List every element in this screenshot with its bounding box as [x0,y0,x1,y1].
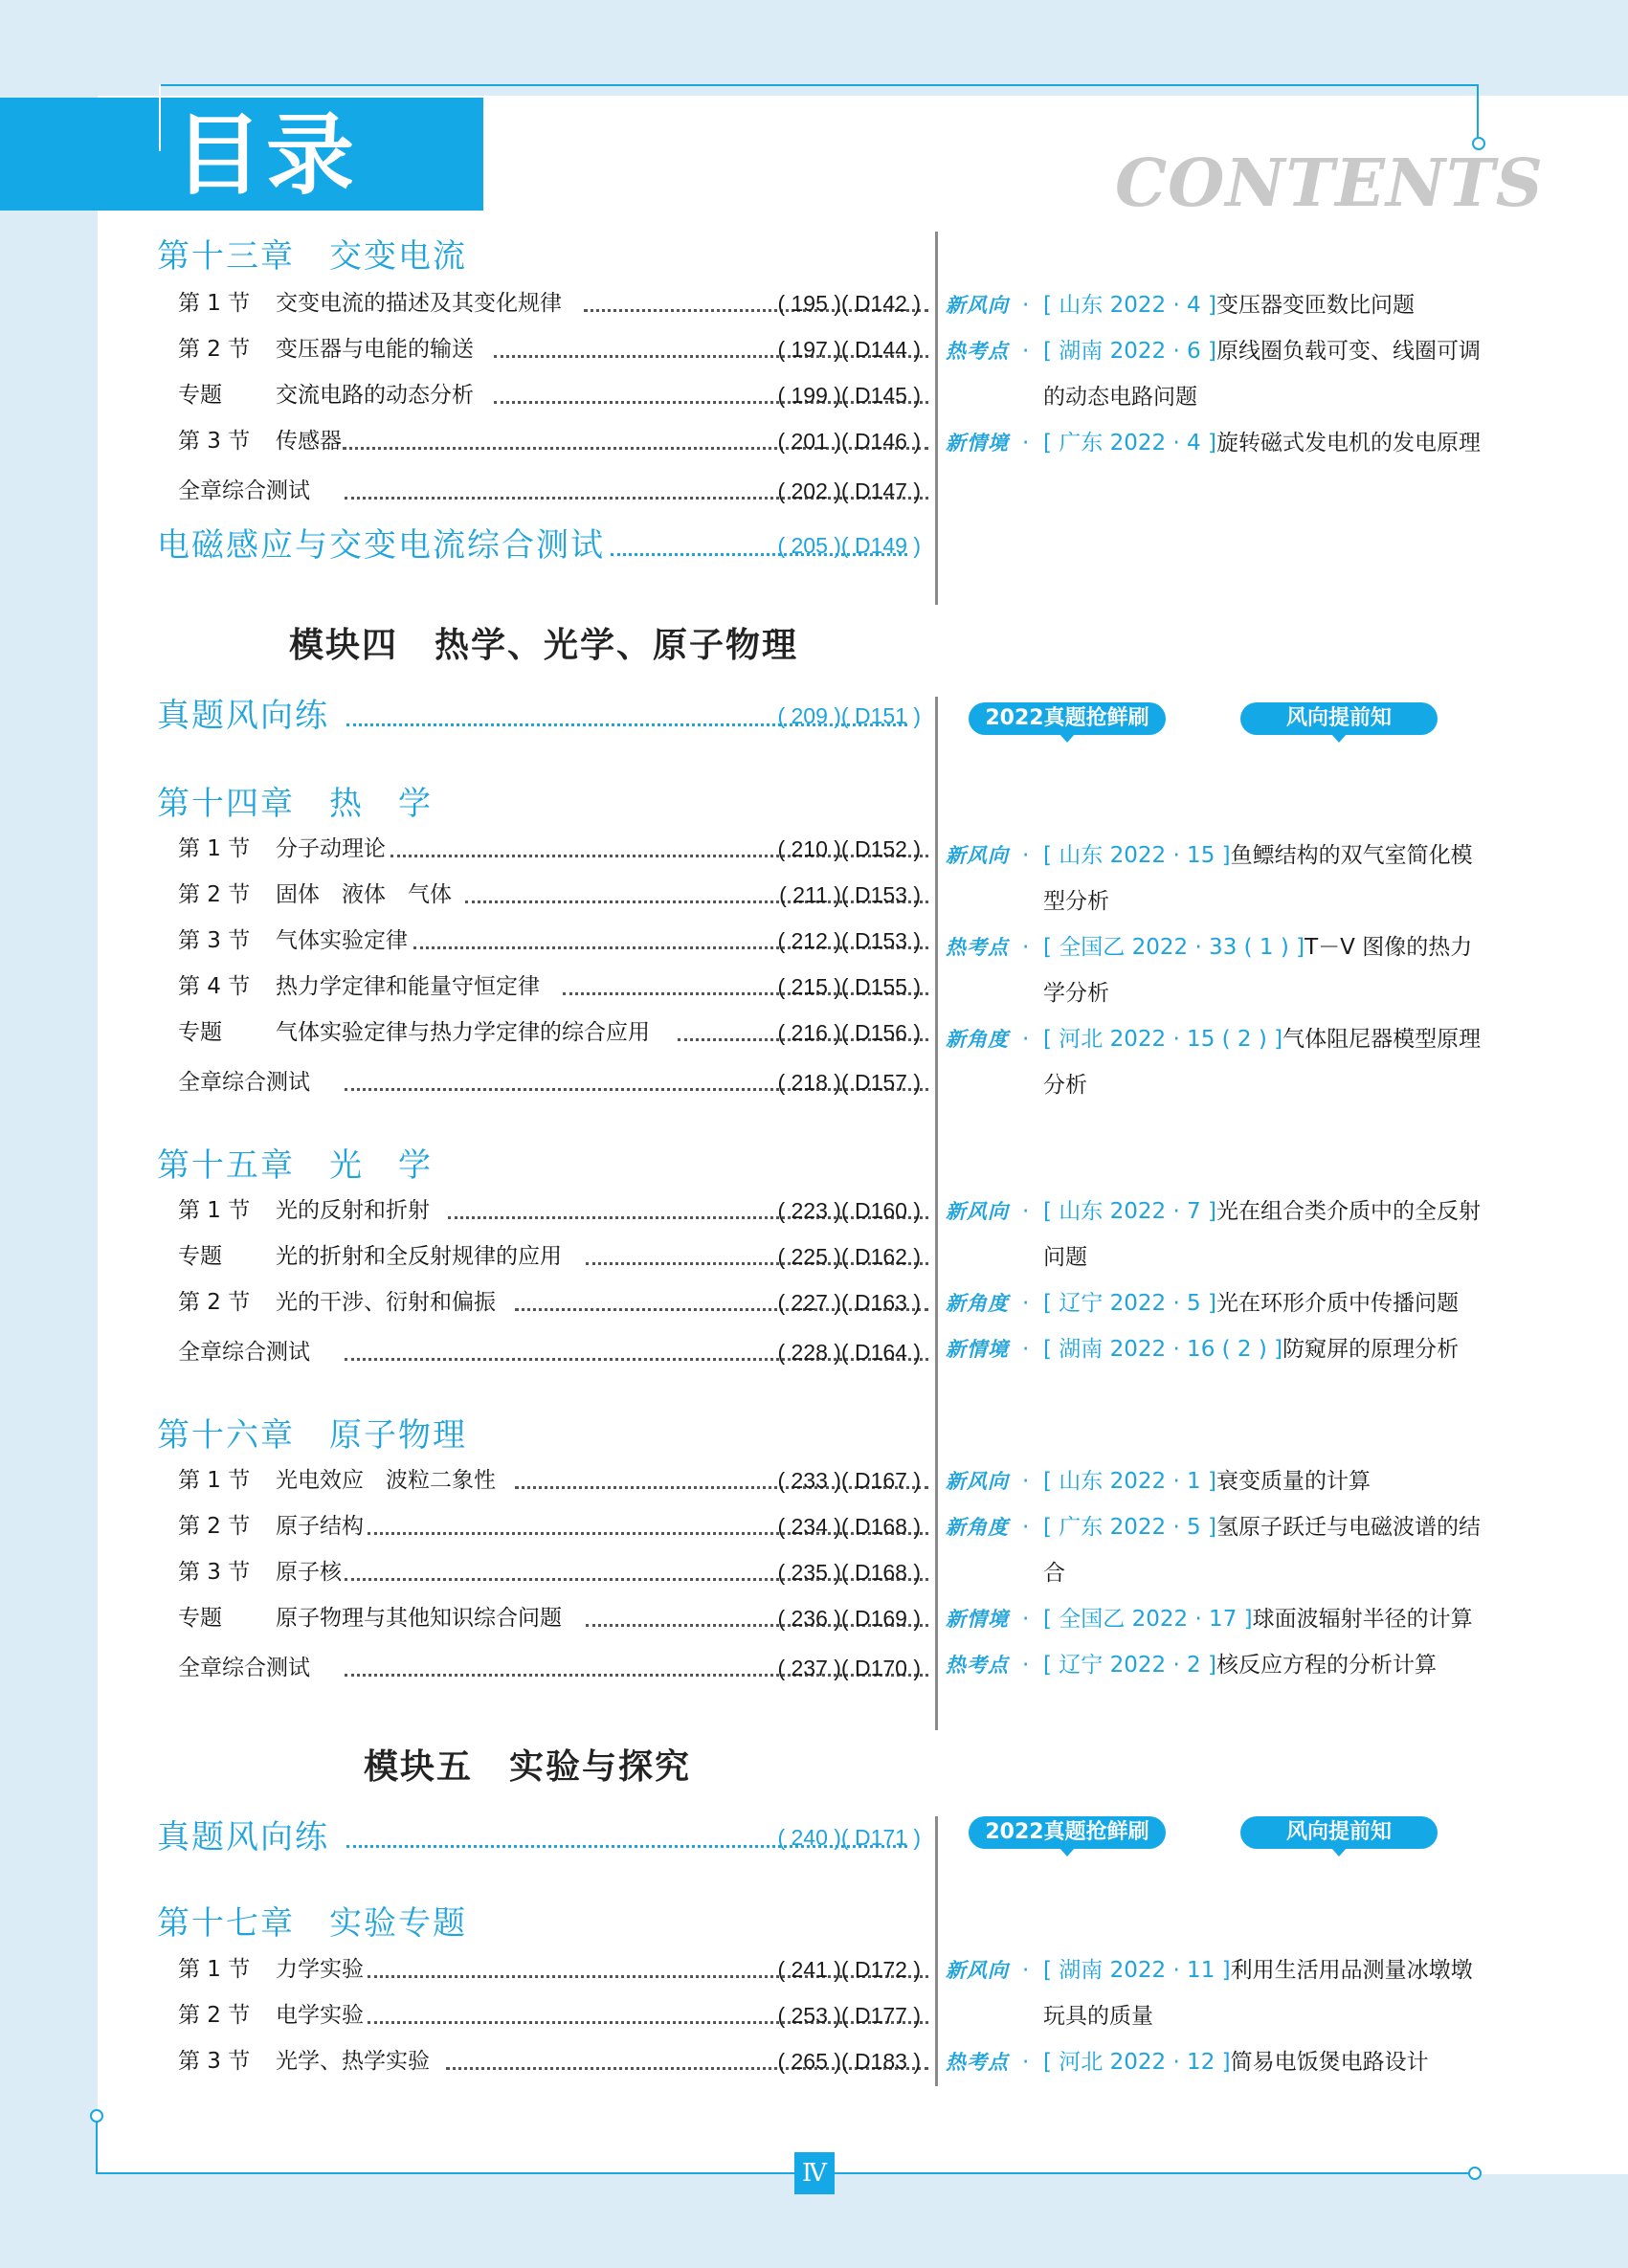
entry-pages: ( 253 )( D177 ) [777,2003,921,2028]
entry-title: 原子结构 [276,1514,364,1539]
entry-label: 第 2 节 [178,2003,251,2028]
toc-entry[interactable] [178,923,921,958]
note-item [946,420,1482,512]
note-source: [ 河北 2022 · 15 ( 2 ) ] [1043,1027,1283,1052]
note-bullet: · [1022,1291,1030,1316]
note-text: 光在组合类介质中的全反射问题 [1043,1199,1481,1270]
entry-pages: ( 228 )( D164 ) [777,1340,921,1365]
note-source: [ 湖南 2022 · 11 ] [1043,1958,1231,1983]
pill-fresh-exam: 2022真题抢鲜刷 [969,702,1166,735]
entry-label: 第 3 节 [178,429,251,454]
entry-label: 全章综合测试 [178,1656,310,1680]
entry-pages: ( 241 )( D172 ) [777,1957,921,1982]
entry-pages: ( 223 )( D160 ) [777,1198,921,1223]
entry-label: 专题 [178,1606,222,1631]
note-text: 简易电饭煲电路设计 [1230,2050,1429,2075]
entry-label: 第 3 节 [178,928,251,953]
entry-title: 交变电流的描述及其变化规律 [276,291,562,316]
contents-wordmark: CONTENTS [1115,145,1544,222]
note-text: 光在环形介质中传播问题 [1215,1291,1459,1316]
entry-label: 第 1 节 [178,1468,251,1493]
entry-pages: ( 218 )( D157 ) [777,1070,921,1095]
entry-title: 分子动理论 [276,836,386,861]
note-bullet: · [1022,2050,1030,2075]
note-item [946,1280,1482,1326]
note-text: 原线圈负载可变、线圈可调的动态电路问题 [1043,339,1481,410]
page-title: 目录 [174,104,359,207]
entry-title: 原子物理与其他知识综合问题 [276,1606,562,1631]
entry-title: 光的折射和全反射规律的应用 [276,1244,562,1269]
note-bullet: · [1022,843,1030,868]
entry-title: 力学实验 [276,1957,364,1982]
toc-entry[interactable] [157,1816,921,1858]
note-text: 利用生活用品测量冰墩墩玩具的质量 [1043,1958,1473,2029]
note-source: [ 湖南 2022 · 16 ( 2 ) ] [1043,1337,1283,1362]
note-bullet: · [1022,1515,1030,1540]
note-tag: 新角度 [946,1028,1009,1051]
note-source: [ 湖南 2022 · 6 ] [1043,339,1216,364]
entry-pages: ( 240 )( D171 ) [777,1825,921,1850]
note-text: 鱼鳔结构的双气室简化模型分析 [1043,843,1473,914]
entry-label: 第 1 节 [178,1198,251,1223]
toc-entry[interactable] [178,1952,921,1987]
entry-title: 光学、热学实验 [276,2049,430,2074]
entry-title: 真题风向练 [157,1818,329,1857]
chapter-title: 第十七章 实验专题 [157,1904,467,1943]
note-tag: 新情境 [946,1608,1009,1631]
entry-pages: ( 225 )( D162 ) [777,1244,921,1269]
toc-entry[interactable] [178,1463,921,1498]
note-tag: 热考点 [946,1654,1009,1677]
toc-entry[interactable] [178,474,921,508]
entry-title: 热力学定律和能量守恒定律 [276,974,540,999]
note-item [946,924,1482,1016]
toc-entry[interactable] [178,1335,921,1369]
toc-entry[interactable] [178,1601,921,1635]
note-text: 衰变质量的计算 [1215,1469,1371,1494]
column-divider [935,232,938,605]
frame-left-line [96,2119,98,2174]
note-item [946,282,1482,328]
note-item [946,1504,1482,1596]
note-source: [ 全国乙 2022 · 17 ] [1043,1607,1253,1632]
entry-title: 传感器 [276,429,342,454]
entry-pages: ( 216 )( D156 ) [777,1020,921,1045]
entry-pages: ( 199 )( D145 ) [777,383,921,408]
entry-pages: ( 212 )( D153 ) [777,928,921,953]
note-tag: 热考点 [946,340,1009,363]
entry-pages: ( 209 )( D151 ) [777,703,921,728]
entry-label: 第 2 节 [178,1290,251,1315]
toc-entry[interactable] [178,286,921,321]
note-source: [ 山东 2022 · 4 ] [1043,293,1216,318]
pill-trend-ahead: 风向提前知 [1240,1816,1438,1849]
note-tag: 新风向 [946,294,1009,317]
entry-pages: ( 210 )( D152 ) [777,836,921,861]
note-source: [ 山东 2022 · 7 ] [1043,1199,1216,1224]
module-title: 模块四 热学、光学、原子物理 [289,625,799,665]
note-bullet: · [1022,1199,1030,1224]
module-title: 模块五 实验与探究 [364,1746,692,1787]
toc-entry[interactable] [178,1239,921,1274]
entry-label: 全章综合测试 [178,1070,310,1095]
entry-pages: ( 195 )( D142 ) [777,291,921,316]
column-divider [935,1816,938,2086]
chapter-title: 第十四章 热 学 [157,785,433,823]
note-tag: 新风向 [946,844,1009,867]
note-text: 气体阻尼器模型原理分析 [1043,1027,1482,1098]
entry-title: 变压器与电能的输送 [276,337,474,362]
toc-entry[interactable] [178,1285,921,1320]
entry-label: 第 4 节 [178,974,251,999]
note-tag: 新角度 [946,1292,1009,1315]
toc-entry[interactable] [178,1998,921,2033]
entry-pages: ( 211 )( D153 ) [779,882,921,907]
note-tag: 热考点 [946,936,1009,959]
entry-title: 交流电路的动态分析 [276,383,474,408]
entry-pages: ( 237 )( D170 ) [777,1656,921,1680]
note-text: 氢原子跃迁与电磁波谱的结合 [1043,1515,1481,1586]
note-tag: 新风向 [946,1959,1009,1982]
note-source: [ 辽宁 2022 · 2 ] [1043,1653,1216,1678]
entry-label: 第 2 节 [178,1514,251,1539]
note-text: 防窥屏的原理分析 [1282,1337,1460,1362]
frame-top-line [159,84,1478,86]
entry-title: 光电效应 波粒二象性 [276,1468,496,1493]
note-tag: 新情境 [946,432,1009,455]
note-text: 变压器变匝数比问题 [1215,293,1415,318]
note-item [946,833,1482,924]
note-text: 旋转磁式发电机的发电原理 [1215,431,1481,456]
entry-label: 第 2 节 [178,882,251,907]
frame-right-line [1477,84,1479,142]
toc-entry[interactable] [157,524,921,567]
chapter-title: 第十六章 原子物理 [157,1416,467,1455]
toc-entry[interactable] [178,1015,921,1050]
entry-label: 第 1 节 [178,836,251,861]
entry-label: 全章综合测试 [178,478,310,503]
note-source: [ 山东 2022 · 1 ] [1043,1469,1216,1494]
note-item [946,1189,1482,1280]
toc-entry[interactable] [178,1065,921,1100]
entry-pages: ( 215 )( D155 ) [777,974,921,999]
note-tag: 新风向 [946,1470,1009,1493]
column-divider [935,697,938,1730]
toc-entry[interactable] [157,695,921,737]
note-item [946,1947,1482,2039]
note-bullet: · [1022,1607,1030,1632]
entry-label: 第 1 节 [178,291,251,316]
note-source: [ 山东 2022 · 15 ] [1043,843,1231,868]
note-item [946,328,1482,420]
note-source: [ 辽宁 2022 · 5 ] [1043,1291,1216,1316]
note-item [946,1016,1482,1108]
entry-label: 全章综合测试 [178,1340,310,1365]
entry-pages: ( 234 )( D168 ) [777,1514,921,1539]
entry-label: 第 3 节 [178,1560,251,1585]
frame-dot-left [90,2109,103,2123]
note-item [946,1326,1482,1372]
entry-label: 专题 [178,1020,222,1045]
toc-entry[interactable] [178,378,921,412]
entry-label: 专题 [178,1244,222,1269]
entry-pages: ( 202 )( D147 ) [777,478,921,503]
note-text: T－V 图像的热力学分析 [1043,935,1473,1006]
note-tag: 新角度 [946,1516,1009,1539]
entry-pages: ( 197 )( D144 ) [777,337,921,362]
entry-title: 光的反射和折射 [276,1198,430,1223]
entry-title: 光的干涉、衍射和偏振 [276,1290,496,1315]
entry-pages: ( 236 )( D169 ) [777,1606,921,1631]
pill-trend-ahead: 风向提前知 [1240,702,1438,735]
entry-label: 第 2 节 [178,337,251,362]
entry-title: 电学实验 [276,2003,364,2028]
toc-entry[interactable] [178,1509,921,1544]
pill-fresh-exam: 2022真题抢鲜刷 [969,1816,1166,1849]
entry-title: 气体实验定律与热力学定律的综合应用 [276,1020,650,1045]
note-bullet: · [1022,935,1030,960]
note-bullet: · [1022,339,1030,364]
entry-title: 原子核 [276,1560,342,1585]
entry-title: 固体 液体 气体 [276,882,452,907]
toc-entry[interactable] [178,1651,921,1685]
note-source: [ 广东 2022 · 5 ] [1043,1515,1216,1540]
entry-pages: ( 233 )( D167 ) [777,1468,921,1493]
entry-pages: ( 235 )( D168 ) [777,1560,921,1585]
note-item [946,1596,1482,1642]
note-bullet: · [1022,1337,1030,1362]
entry-label: 第 3 节 [178,2049,251,2074]
toc-entry[interactable] [178,2044,921,2079]
note-tag: 新风向 [946,1200,1009,1223]
entry-pages: ( 201 )( D146 ) [777,429,921,454]
note-bullet: · [1022,293,1030,318]
note-tag: 新情境 [946,1338,1009,1361]
note-tag: 热考点 [946,2051,1009,2074]
entry-pages: ( 227 )( D163 ) [777,1290,921,1315]
page-number: Ⅳ [794,2152,835,2194]
note-text: 球面波辐射半径的计算 [1252,1607,1473,1632]
entry-label: 专题 [178,383,222,408]
note-source: [ 广东 2022 · 4 ] [1043,431,1216,456]
header-accent-line [159,84,161,151]
frame-dot-bottom [1468,2167,1482,2180]
entry-label: 第 1 节 [178,1957,251,1982]
note-item [946,1642,1482,1688]
note-source: [ 全国乙 2022 · 33 ( 1 ) ] [1043,935,1305,960]
toc-entry[interactable] [178,424,921,458]
chapter-title: 第十三章 交变电流 [157,237,467,276]
toc-entry[interactable] [178,878,921,912]
entry-title: 真题风向练 [157,697,329,735]
note-bullet: · [1022,1027,1030,1052]
note-item [946,2039,1482,2085]
entry-title: 气体实验定律 [276,928,408,953]
note-bullet: · [1022,1653,1030,1678]
toc-entry[interactable] [178,1193,921,1228]
toc-entry[interactable] [178,332,921,367]
note-bullet: · [1022,1958,1030,1983]
note-item [946,1458,1482,1504]
note-text: 核反应方程的分析计算 [1215,1653,1437,1678]
note-bullet: · [1022,431,1030,456]
toc-entry[interactable] [178,1555,921,1590]
entry-pages: ( 265 )( D183 ) [777,2049,921,2074]
entry-pages: ( 205 )( D149 ) [777,533,921,558]
entry-title: 电磁感应与交变电流综合测试 [157,526,605,565]
toc-entry[interactable] [178,832,921,866]
chapter-title: 第十五章 光 学 [157,1146,433,1185]
frame-bottom-line [96,2172,1474,2174]
note-bullet: · [1022,1469,1030,1494]
toc-entry[interactable] [178,969,921,1004]
note-source: [ 河北 2022 · 12 ] [1043,2050,1231,2075]
